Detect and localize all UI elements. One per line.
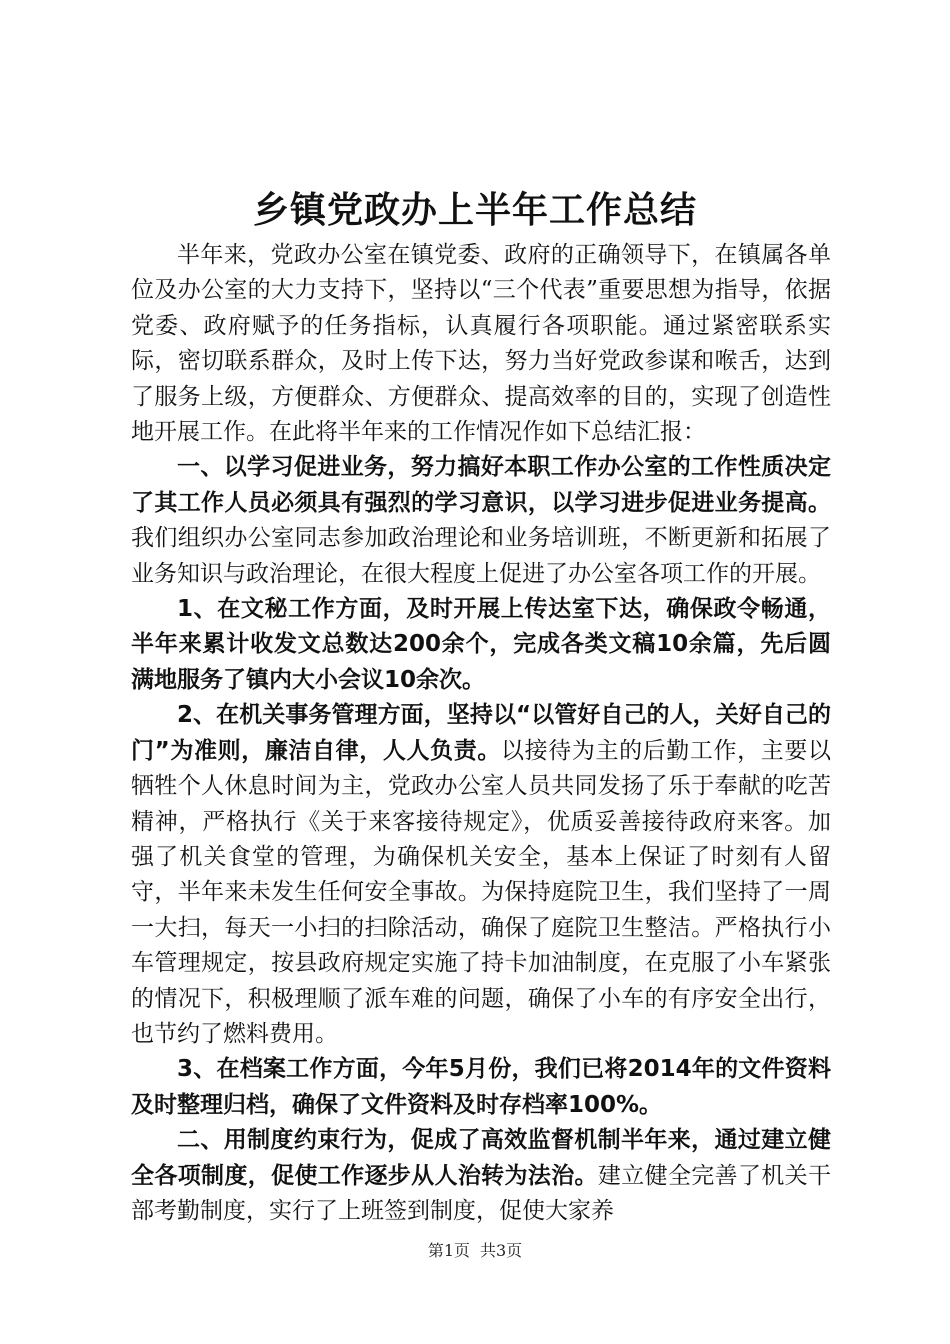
- paragraph-item-3: [131, 1052, 831, 1123]
- paragraph-heading: 1、在文秘工作方面，及时开展上传达室下达，确保政令畅通，半年来累计收发文总数达200余个，完成各类文稿10余篇，先后圆满地服务了镇内大小会议10余次。: [131, 596, 831, 693]
- document-title: 乡镇党政办上半年工作总结: [252, 189, 697, 231]
- paragraph-section-1: [131, 450, 831, 592]
- paragraph-heading: 2、在机关事务管理方面，坚持以“以管好自己的人，关好自己的门”为准则，廉洁自律，人人负责。: [131, 702, 831, 764]
- page-footer: [0, 1240, 950, 1262]
- paragraph-heading: 二、用制度约束行为，促成了高效监督机制半年来，通过建立健全各项制度，促使工作逐步从人治转为法治。: [131, 1127, 831, 1189]
- paragraph-item-1: [131, 592, 831, 698]
- paragraph-intro: [131, 238, 831, 450]
- paragraph-text: 建立健全完善了机关干部考勤制度，实行了上班签到制度，促使大家养: [131, 1162, 832, 1224]
- paragraph-item-2: [131, 698, 831, 1052]
- paragraph-section-2: [131, 1123, 831, 1229]
- page-number: 第1页: [427, 1241, 470, 1260]
- paragraph-heading: 一、以学习促进业务，努力搞好本职工作办公室的工作性质决定了其工作人员必须具有强烈的学习意识，以学习进步促进业务提高。: [131, 454, 831, 516]
- paragraph-text: 我们组织办公室同志参加政治理论和业务培训班，不断更新和拓展了业务知识与政治理论，在很大程度上促进了办公室各项工作的开展。: [131, 525, 831, 587]
- paragraph-heading: 3、在档案工作方面，今年5月份，我们已将2014年的文件资料及时整理归档，确保了文件资料及时存档率100%。: [131, 1056, 831, 1118]
- paragraph-text: 半年来，党政办公室在镇党委、政府的正确领导下，在镇属各单位及办公室的大力支持下，坚持以“三个代表”重要思想为指导，依据党委、政府赋予的任务指标，认真履行各项职能。通过紧密联系实际，密切联系群众，及时上传下达，努力当好党政参谋和喉舌，达到了服务上级，方便群众、方便群众、提高效率的目的，实现了创造性地开展工作。在此将半年来的工作情况作如下总结汇报：: [131, 242, 831, 446]
- document-body: [131, 238, 831, 1229]
- paragraph-text: 以接待为主的后勤工作，主要以牺牲个人休息时间为主，党政办公室人员共同发扬了乐于奉献的吃苦精神，严格执行《关于来客接待规定》，优质妥善接待政府来客。加强了机关食堂的管理，为确保机关安全，基本上保证了时刻有人留守，半年来未发生任何安全事故。为保持庭院卫生，我们坚持了一周一大扫，每天一小扫的扫除活动，确保了庭院卫生整洁。严格执行小车管理规定，按县政府规定实施了持卡加油制度，在克服了小车紧张的情况下，积极理顺了派车难的问题，确保了小车的有序安全出行，也节约了燃料费用。: [131, 737, 831, 1047]
- page-total: 共3页: [480, 1241, 523, 1260]
